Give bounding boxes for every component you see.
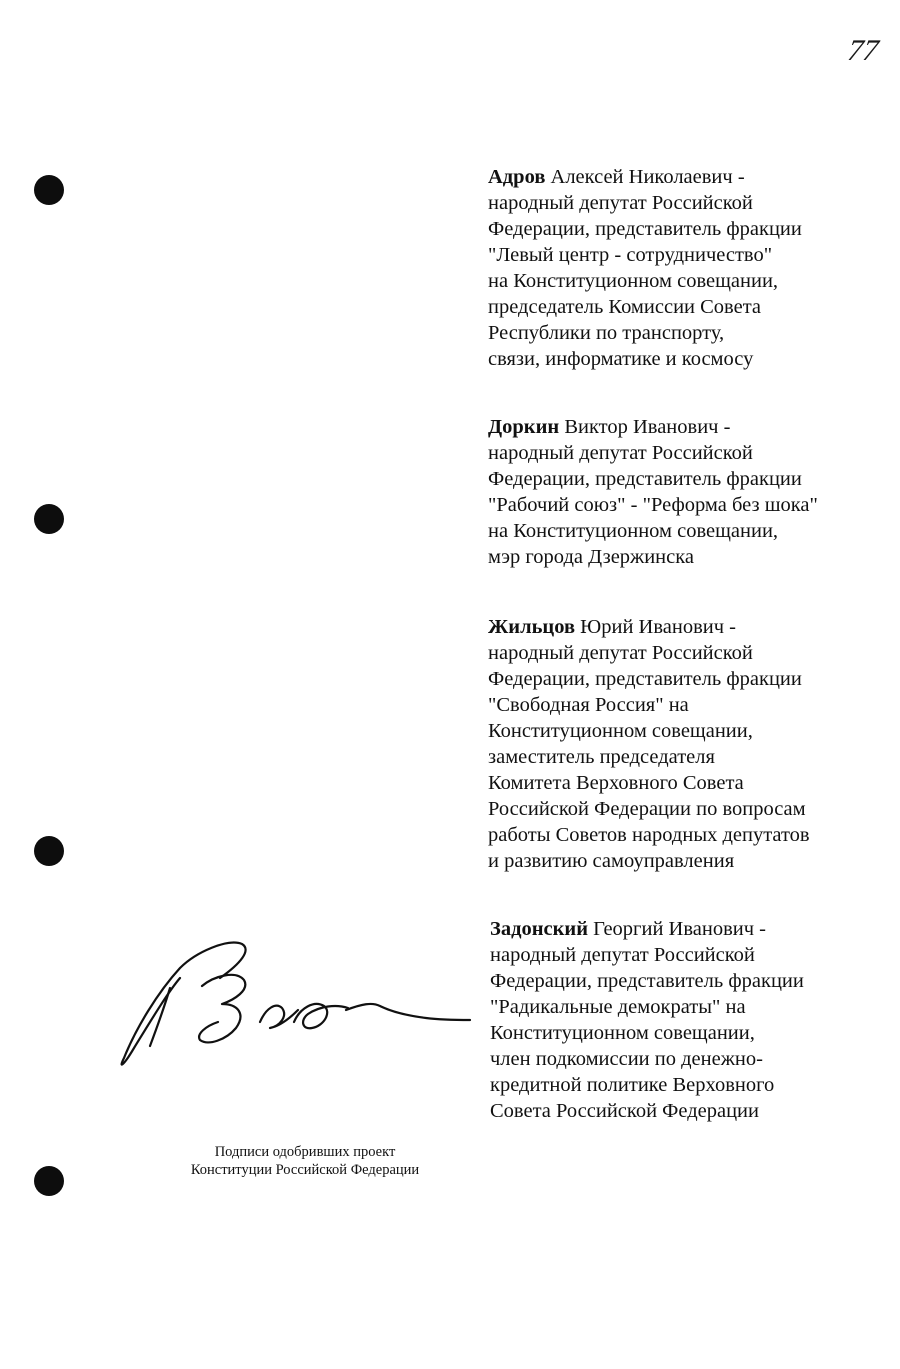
entry-line: народный депутат Российской (488, 642, 753, 664)
punch-hole (34, 504, 64, 534)
entry-line: Федерации, представитель фракции (488, 468, 802, 490)
entry-line: Комитета Верховного Совета (488, 772, 744, 794)
entry-line: связи, информатике и космосу (488, 348, 754, 370)
entry-line: Федерации, представитель фракции (490, 970, 804, 992)
entry-line: Федерации, представитель фракции (488, 218, 802, 240)
signatory-name: Алексей Николаевич - (550, 166, 745, 188)
caption-line: Конституции Российской Федерации (190, 1162, 420, 1178)
entry-line: Федерации, представитель фракции (488, 668, 802, 690)
entry-line: "Рабочий союз" - "Реформа без шока" (488, 494, 818, 516)
signatory-surname: Жильцов (488, 616, 576, 638)
entry-line: на Конституционном совещании, (488, 270, 779, 292)
entry-heading-line (488, 414, 818, 440)
signatory-surname: Задонский (490, 918, 589, 940)
entry-line: член подкомиссии по денежно- (490, 1048, 763, 1070)
signatory-surname: Адров (488, 166, 546, 188)
entry-line: и развитию самоуправления (488, 850, 735, 872)
entry-line: работы Советов народных депутатов (488, 824, 810, 846)
entry-line: Республики по транспорту, (488, 322, 725, 344)
entry-heading-line (490, 916, 804, 942)
entry-line: "Радикальные демократы" на (490, 996, 746, 1018)
entry-line: народный депутат Российской (490, 944, 755, 966)
signatory-name: Виктор Иванович - (564, 416, 731, 438)
signatory-name: Георгий Иванович - (593, 918, 766, 940)
entry-line: на Конституционном совещании, (488, 520, 779, 542)
page-number: 77 (845, 34, 881, 67)
entry-line: Конституционном совещании, (488, 720, 753, 742)
entry-line: кредитной политике Верховного (490, 1074, 775, 1096)
entry-line: заместитель председателя (488, 746, 715, 768)
entry-line: мэр города Дзержинска (488, 546, 695, 568)
entry-line: Российской Федерации по вопросам (488, 798, 806, 820)
punch-hole (34, 836, 64, 866)
caption-line: Подписи одобривших проект (214, 1144, 396, 1160)
entry-heading-line (488, 164, 802, 190)
signatory-name: Юрий Иванович - (580, 616, 737, 638)
entry-line: председатель Комиссии Совета (488, 296, 762, 318)
entry-line: "Свободная Россия" на (488, 694, 689, 716)
handwritten-signature (110, 930, 480, 1080)
punch-hole (34, 1166, 64, 1196)
signatory-entry-zhiltsov (488, 614, 810, 874)
entry-line: народный депутат Российской (488, 192, 753, 214)
signatory-entry-dorkin (488, 414, 818, 570)
entry-line: "Левый центр - сотрудничество" (488, 244, 773, 266)
signatory-entry-zadonsky (490, 916, 804, 1124)
entry-heading-line (488, 614, 810, 640)
entry-line: народный депутат Российской (488, 442, 753, 464)
signatory-entry-adrov (488, 164, 802, 372)
entry-line: Конституционном совещании, (490, 1022, 755, 1044)
punch-hole (34, 175, 64, 205)
signatory-surname: Доркин (488, 416, 560, 438)
entry-line: Совета Российской Федерации (490, 1100, 759, 1122)
caption (130, 1143, 480, 1179)
